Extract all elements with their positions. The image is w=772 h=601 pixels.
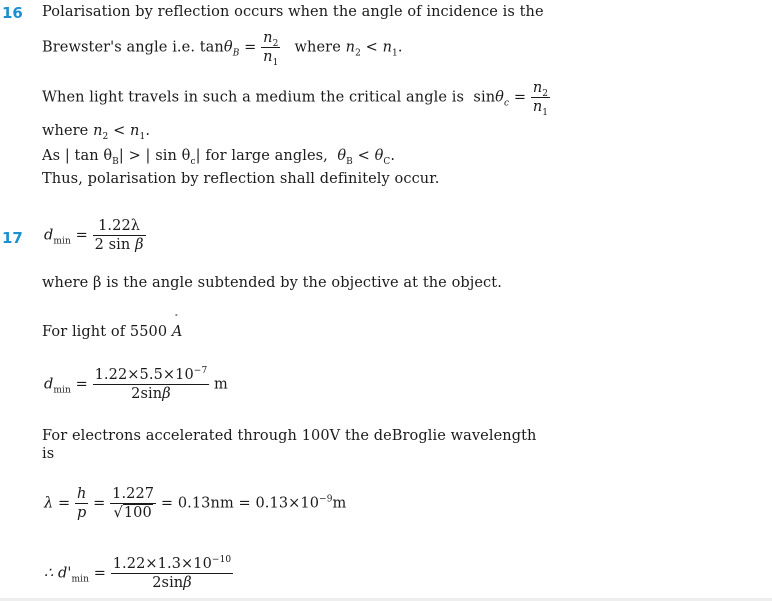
q17-electrons-line-1: For electrons accelerated through 100V the deBroglie wavelength <box>42 428 537 444</box>
q16-brewster-text: Brewster's angle i.e. <box>42 39 196 56</box>
dmin-formula: $d_{min}$ = $\frac{1.22\lambda}{\text{2 sin β}}$ <box>44 218 144 253</box>
q17-electrons-line-2: is <box>42 446 55 462</box>
debroglie-formula: λ = $\frac{h}{p}$ = $\frac{1.227}{√100}$ = $0.13nm = 0.13\times 10^{-9}m$ <box>44 486 347 521</box>
q16-brewster-line: Brewster's angle i.e. tanθ$_B$ = $\frac{n_2}{n_1}$ where $n_2 < n_1$. <box>42 30 403 68</box>
question-number-17: 17 <box>2 229 23 247</box>
dmin-electron-fraction: $\frac{1.22\times 1.3\times 10^{-10}}{2\sin\beta}$ <box>112 555 232 591</box>
dmin-electron-formula: ∴ $d'_{min}$ = $\frac{1.22\times 1.3\times 10^{-10}}{2\sin\beta}$ <box>44 555 232 591</box>
dmin-light-formula: $d_{min}$ = $\frac{1.22\times 5.5\times 10^{-7}}{2\sin\beta}$ m <box>44 366 228 402</box>
q16-line-1: Polarisation by reflection occurs when the angle of incidence is the <box>42 4 544 20</box>
q17-beta-description: where β is the angle subtended by the objective at the object. <box>42 275 502 291</box>
brewster-fraction: $\frac{n_2}{n_1}$ <box>263 30 279 68</box>
critical-angle-fraction: $\frac{n_2}{n_1}$ <box>532 80 549 118</box>
dmin-light-fraction: $\frac{1.22\times 5.5\times 10^{-7}}{2\sin\beta}$ <box>94 366 208 402</box>
q17-wavelength-line: For light of 5500 ° A <box>42 314 183 340</box>
q16-conclusion: Thus, polarisation by reflection shall definitely occur. <box>42 171 440 187</box>
q16-critical-angle-line: When light travels in such a medium the critical angle is sinθ$_c$ = $\frac{n_2}{n_1}$ <box>42 80 549 118</box>
sqrt-fraction: $\frac{1.227}{√100}$ <box>112 486 155 521</box>
h-over-p-fraction: $\frac{h}{p}$ <box>76 486 87 521</box>
question-number-16: 16 <box>2 4 23 22</box>
dmin-fraction: $\frac{1.22\lambda}{\text{2 sin β}}$ <box>94 218 144 253</box>
q16-where-line: where $n_2 < n_1$. <box>42 123 151 142</box>
q16-comparison-line: As | $\tan \theta_B|$ > | $\sin \theta_c|$ for large angles, $\theta_B < \theta_C$. <box>42 148 396 167</box>
